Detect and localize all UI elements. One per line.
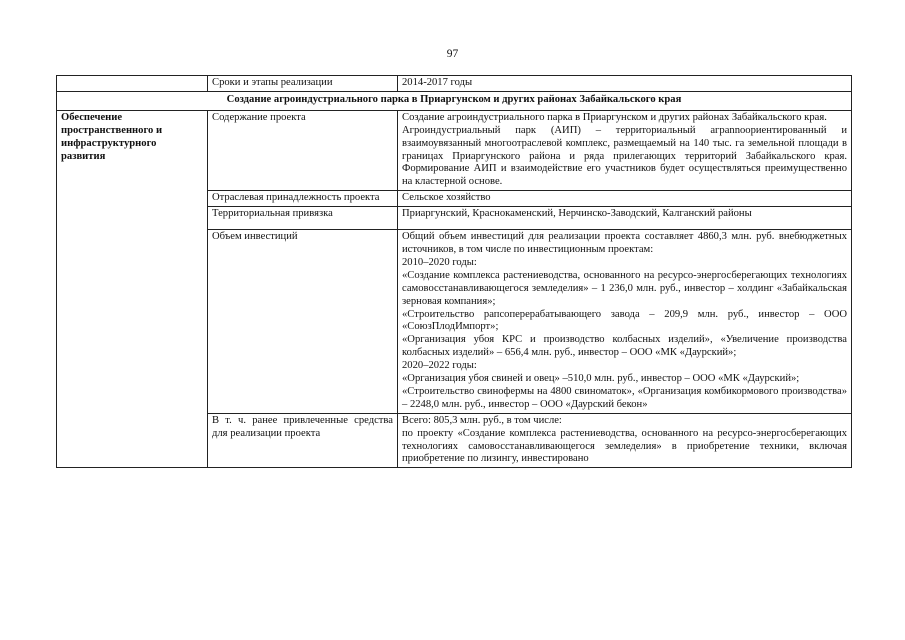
sector-value: Сельское хозяйство <box>398 191 852 207</box>
attracted-value <box>398 413 852 468</box>
attracted-paragraph: по проекту «Создание комплекса растениеводства, основанного на ресурсо-энергосберегающих технологиях самовосстанавливающегося земледелия» в приобретение техники, включая приобретение по лизингу, инвестировано <box>402 427 847 465</box>
empty-cell <box>57 76 208 92</box>
content-paragraph: Агроиндустриальный парк (АИП) – территориальный агрannoориентированный и взаимоувязанный многоотраслевой комплекс, размещаемый на 140 тыс. га земельной площади в границах Приаргунского района и ряда прилегающих территорий Забайкальского края. Формирование АИП и взаимодействие его участников будет осуществляться преимущественно на кластерной основе. <box>402 124 847 188</box>
table-row-section <box>57 91 852 110</box>
investment-paragraph: «Организация убоя КРС и производство колбасных изделий», «Увеличение производства колбасных изделий» – 656,4 млн. руб., инвестор – ООО «МК «Даурский»; <box>402 334 847 359</box>
table-row-timing <box>57 76 852 92</box>
attracted-label: В т. ч. ранее привлеченные средства для реализации проекта <box>208 413 398 468</box>
investment-paragraph: 2010–2020 годы: <box>402 256 477 268</box>
timing-value: 2014-2017 годы <box>398 76 852 92</box>
content-value <box>398 110 852 190</box>
timing-label: Сроки и этапы реализации <box>208 76 398 92</box>
attracted-paragraph: Всего: 805,3 млн. руб., в том числе: <box>402 414 562 426</box>
territory-value: Приаргунский, Краснокаменский, Нерчинско-Заводский, Калганский районы <box>398 207 852 230</box>
page-number: 97 <box>446 48 459 60</box>
investment-paragraph: «Организация убоя свиней и овец» –510,0 млн. руб., инвестор – ООО «МК «Даурский»; <box>402 373 800 385</box>
territory-label: Территориальная привязка <box>208 207 398 230</box>
investment-paragraph: «Создание комплекса растениеводства, основанного на ресурсо-энергосберегающих технологиях самовосстанавливающегося земледелия» – 1 236,0 млн. руб., инвестор – холдинг «Забайкальская зерновая компания»; <box>402 269 847 307</box>
investment-paragraph: «Строительство рапсоперерабатывающего завода – 209,9 млн. руб., инвестор – ООО «СоюзПлодИмпорт»; <box>402 308 847 333</box>
table-row-content <box>57 110 852 190</box>
investment-paragraph: Общий объем инвестиций для реализации проекта составляет 4860,3 млн. руб. внебюджетных источников, в том числе по инвестиционным проектам: <box>402 231 847 255</box>
content-paragraph: Создание агроиндустриального парка в Приаргунском и других районах Забайкальского края. <box>402 111 827 123</box>
investment-label: Объем инвестиций <box>208 230 398 414</box>
sector-label: Отраслевая принадлежность проекта <box>208 191 398 207</box>
content-label: Содержание проекта <box>208 110 398 190</box>
section-title: Создание агроиндустриального парка в Приаргунском и других районах Забайкальского края <box>57 91 852 110</box>
project-table <box>56 75 852 468</box>
investment-paragraph: 2020–2022 годы: <box>402 360 477 372</box>
direction-cell: Обеспечение пространственного и инфраструктурного развития <box>57 110 208 468</box>
investment-paragraph: «Строительство свинофермы на 4800 свиноматок», «Организация комбикормового производства» – 2248,0 млн. руб., инвестор – ООО «Даурский бекон» <box>402 385 847 410</box>
investment-value <box>398 230 852 414</box>
